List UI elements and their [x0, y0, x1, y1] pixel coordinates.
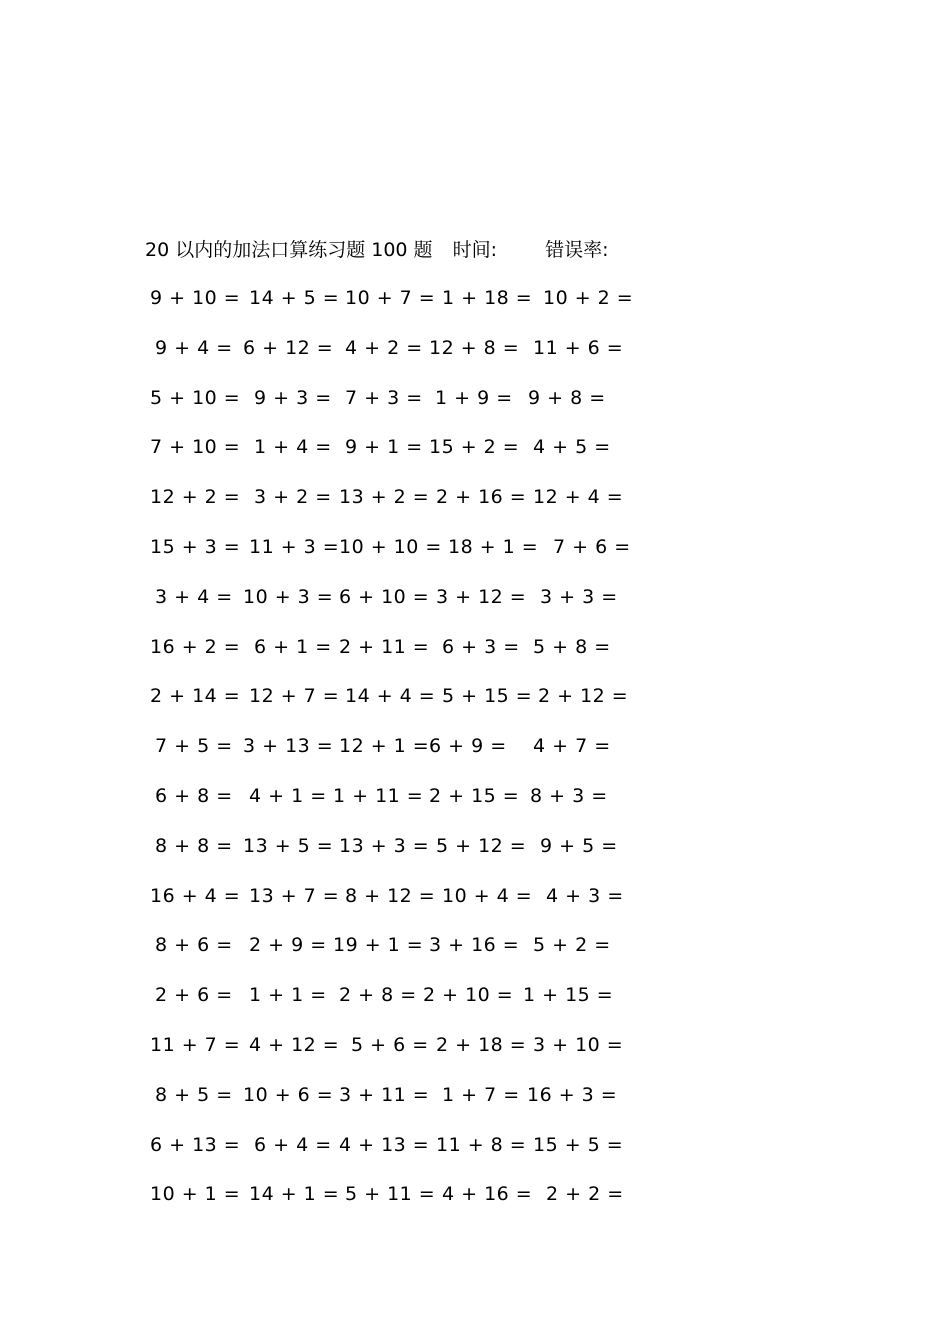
addition-problem: 12 + 4 =	[533, 486, 624, 509]
addition-problem: 7 + 5 =	[155, 735, 233, 758]
addition-problem: 8 + 12 =	[345, 884, 436, 907]
addition-problem: 8 + 6 =	[155, 934, 233, 957]
addition-problem: 3 + 13 =	[243, 735, 334, 758]
addition-problem: 3 + 4 =	[155, 585, 233, 608]
addition-problem: 5 + 6 =	[351, 1033, 429, 1056]
addition-problem: 9 + 5 =	[540, 834, 618, 857]
addition-problem: 8 + 8 =	[155, 834, 233, 857]
addition-problem: 15 + 5 =	[533, 1133, 624, 1156]
addition-problem: 5 + 10 =	[150, 386, 241, 409]
addition-problem: 16 + 4 =	[150, 884, 241, 907]
addition-problem: 3 + 11 =	[339, 1083, 430, 1106]
addition-problem: 1 + 1 =	[249, 984, 327, 1007]
addition-problem: 6 + 12 =	[243, 336, 334, 359]
addition-problem: 1 + 18 =	[442, 287, 533, 309]
addition-problem: 18 + 1 =	[448, 535, 539, 558]
addition-problem: 4 + 2 =	[345, 336, 423, 359]
addition-problem: 12 + 2 =	[150, 486, 241, 509]
addition-problem: 4 + 5 =	[533, 436, 611, 459]
addition-problem: 6 + 9 =	[429, 735, 507, 758]
addition-problem: 2 + 18 =	[436, 1033, 527, 1056]
addition-problem: 11 + 8 =	[436, 1133, 527, 1156]
addition-problem: 13 + 2 =	[339, 486, 430, 509]
addition-problem: 6 + 8 =	[155, 784, 233, 807]
worksheet-title: 20 以内的加法口算练习题 100 题	[145, 239, 433, 261]
addition-problem: 5 + 12 =	[436, 834, 527, 857]
addition-problem: 12 + 7 =	[249, 685, 340, 708]
addition-problem: 15 + 3 =	[150, 535, 241, 558]
addition-problem: 2 + 16 =	[436, 486, 527, 509]
addition-problem: 4 + 13 =	[339, 1133, 430, 1156]
addition-problem: 5 + 8 =	[533, 635, 611, 658]
addition-problem: 2 + 11 =	[339, 635, 430, 658]
addition-problem: 7 + 6 =	[553, 535, 631, 558]
addition-problem: 14 + 5 =	[249, 287, 340, 309]
addition-problem: 6 + 13 =	[150, 1133, 241, 1156]
addition-problem: 3 + 16 =	[429, 934, 520, 957]
addition-problem: 9 + 10 =	[150, 287, 241, 309]
addition-problem: 2 + 15 =	[429, 784, 520, 807]
addition-problem: 19 + 1 =	[333, 934, 424, 957]
addition-problem: 13 + 5 =	[243, 834, 334, 857]
addition-problem: 8 + 3 =	[530, 784, 608, 807]
addition-problem: 4 + 7 =	[533, 735, 611, 758]
addition-problem: 7 + 10 =	[150, 436, 241, 459]
addition-problem: 10 + 10 =	[339, 535, 442, 558]
addition-problem: 9 + 3 =	[254, 386, 332, 409]
addition-problem: 10 + 7 =	[345, 287, 436, 309]
addition-problem: 11 + 7 =	[150, 1033, 241, 1056]
addition-problem: 13 + 3 =	[339, 834, 430, 857]
addition-problem: 4 + 16 =	[442, 1183, 533, 1206]
addition-problem: 1 + 15 =	[523, 984, 614, 1007]
addition-problem: 9 + 4 =	[155, 336, 233, 359]
addition-problem: 15 + 2 =	[429, 436, 520, 459]
addition-problem: 6 + 1 =	[254, 635, 332, 658]
addition-problem: 14 + 1 =	[249, 1183, 340, 1206]
time-label: 时间:	[452, 239, 498, 261]
addition-problem: 4 + 3 =	[546, 884, 624, 907]
addition-problem: 6 + 10 =	[339, 585, 430, 608]
addition-problem: 3 + 12 =	[436, 585, 527, 608]
addition-problem: 4 + 12 =	[249, 1033, 340, 1056]
addition-problem: 10 + 1 =	[150, 1183, 241, 1206]
addition-problem: 9 + 8 =	[528, 386, 606, 409]
addition-problem: 10 + 3 =	[243, 585, 334, 608]
addition-problem: 1 + 4 =	[254, 436, 332, 459]
addition-problem: 2 + 12 =	[538, 685, 629, 708]
addition-problem: 13 + 7 =	[249, 884, 340, 907]
addition-problem: 2 + 9 =	[249, 934, 327, 957]
addition-problem: 16 + 3 =	[527, 1083, 618, 1106]
error-rate-label: 错误率:	[545, 239, 609, 261]
addition-problem: 1 + 7 =	[442, 1083, 520, 1106]
addition-problem: 5 + 15 =	[442, 685, 533, 708]
addition-problem: 10 + 2 =	[543, 287, 634, 309]
addition-problem: 12 + 1 =	[339, 735, 430, 758]
addition-problem: 7 + 3 =	[345, 386, 423, 409]
addition-problem: 10 + 6 =	[243, 1083, 334, 1106]
addition-problem: 12 + 8 =	[429, 336, 520, 359]
addition-problem: 5 + 2 =	[533, 934, 611, 957]
addition-problem: 3 + 3 =	[540, 585, 618, 608]
addition-problem: 3 + 2 =	[254, 486, 332, 509]
addition-problem: 11 + 6 =	[533, 336, 624, 359]
worksheet-header	[145, 236, 608, 264]
addition-problem: 2 + 14 =	[150, 685, 241, 708]
addition-problem: 6 + 3 =	[442, 635, 520, 658]
addition-problem: 9 + 1 =	[345, 436, 423, 459]
addition-problem: 1 + 9 =	[435, 386, 513, 409]
addition-problem: 2 + 6 =	[155, 984, 233, 1007]
addition-problem: 2 + 2 =	[546, 1183, 624, 1206]
addition-problem: 5 + 11 =	[345, 1183, 436, 1206]
addition-problem: 2 + 10 =	[423, 984, 514, 1007]
addition-problem: 16 + 2 =	[150, 635, 241, 658]
addition-problem: 11 + 3 =	[249, 535, 340, 558]
addition-problem: 1 + 11 =	[333, 784, 424, 807]
addition-problem: 6 + 4 =	[254, 1133, 332, 1156]
addition-problem: 2 + 8 =	[339, 984, 417, 1007]
addition-problem: 4 + 1 =	[249, 784, 327, 807]
addition-problem: 14 + 4 =	[345, 685, 436, 708]
addition-problem: 3 + 10 =	[533, 1033, 624, 1056]
addition-problem: 8 + 5 =	[155, 1083, 233, 1106]
addition-problem: 10 + 4 =	[442, 884, 533, 907]
